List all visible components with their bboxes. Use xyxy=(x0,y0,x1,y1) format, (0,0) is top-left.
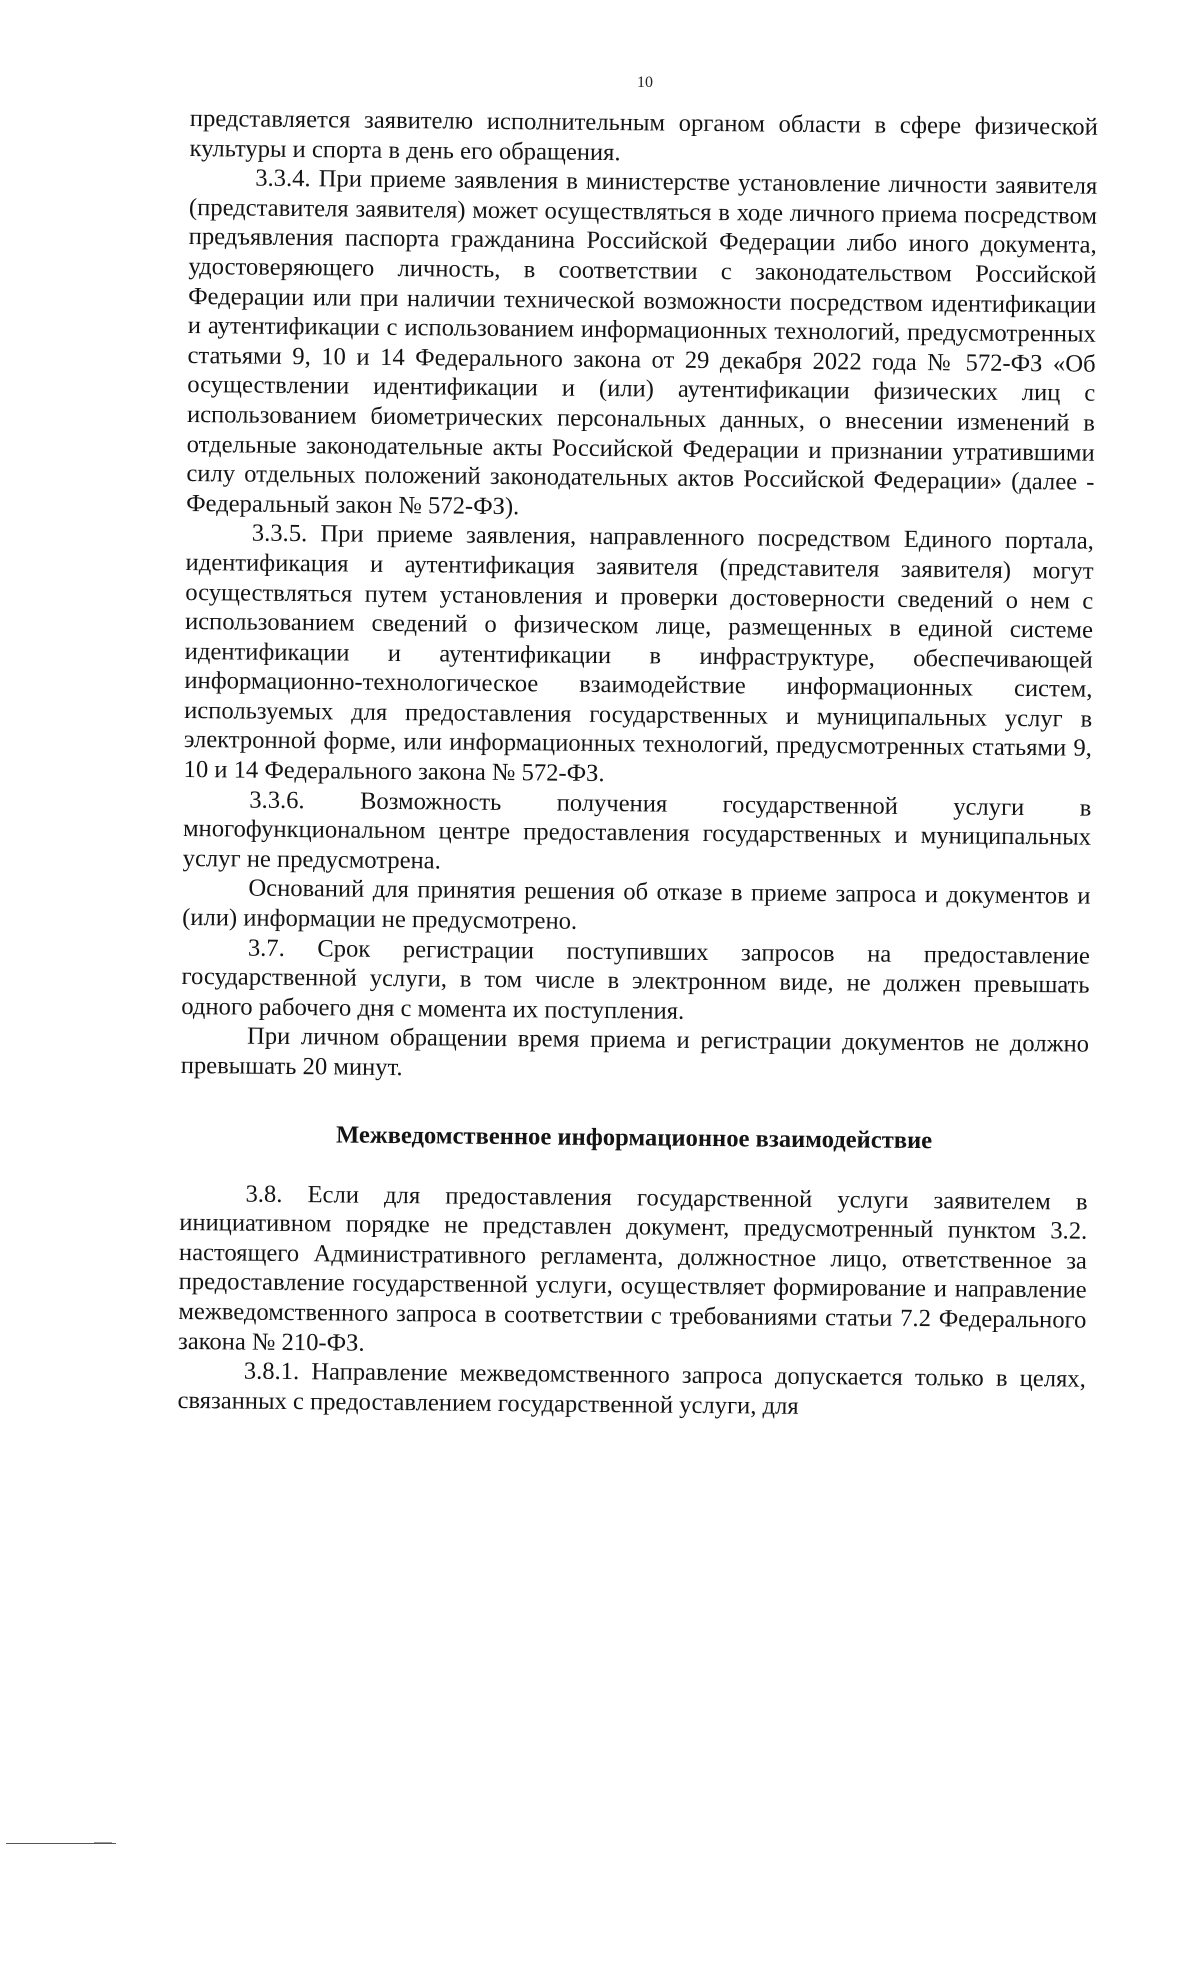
paragraph-personal-visit: При личном обращении время приема и регистрации документов не должно превышать 20 минут. xyxy=(180,1022,1090,1082)
section-heading: Межведомственное информационное взаимодействие xyxy=(335,1121,933,1154)
footnote-rule xyxy=(6,1843,116,1844)
paragraph-3-7: 3.7. Срок регистрации поступивших запросов на предоставление государственной услуги, в том числе в электронном виде, не должен превышать одного рабочего дня с момента их поступления. xyxy=(181,934,1090,1025)
page-number: 10 xyxy=(637,74,653,91)
paragraph-3-3-5: 3.3.5. При приеме заявления, направленного посредством Единого портала, идентификация и аутентификация заявителя (представителя заявителя) могут осуществляться путем установления и проверки достоверности сведений о нем с использованием сведений о физическом лице, размещенных в единой системе идентификации и аутентификации в инфраструктуре, обеспечивающей информационно-технологическое взаимодействие информационных систем, используемых для предоставления государственных и муниципальных услуг в электронной форме, или информационных технологий, предусмотренных статьями 9, 10 и 14 Федерального закона № 572-ФЗ. xyxy=(183,519,1094,788)
paragraph-3-3-4: 3.3.4. При приеме заявления в министерстве установление личности заявителя (представителя заявителя) может осуществляться в ходе личного приема посредством предъявления паспорта гражданина Российской Федерации либо иного документа, удостоверяющего личность, в соответствии с законодательством Российской Федерации или при наличии технической возможности посредством идентификации и аутентификации с использованием информационных технологий, предусмотренных статьями 9, 10 и 14 Федерального закона от 29 декабря 2022 года № 572-ФЗ «Об осуществлении идентификации и (или) аутентификации физических лиц с использованием биометрических персональных данных, о внесении изменений в отдельные законодательные акты Российской Федерации и признании утратившими силу отдельных положений законодательных актов Российской Федерации» (далее - Федеральный закон № 572-ФЗ). xyxy=(186,164,1098,520)
paragraph-3-8-1: 3.8.1. Направление межведомственного запроса допускается только в целях, связанных с предоставлением государственной услуги, для xyxy=(177,1357,1086,1420)
paragraph-3-8: 3.8. Если для предоставления государственной услуги заявителем в инициативном порядке не представлен документ, предусмотренный пунктом 3.2. настоящего Административного регламента, должностное лицо, ответственное за предоставление государственной услуги, осуществляет формирование и направление межведомственного запроса в соответствии с требованиями статьи 7.2 Федерального закона № 210-ФЗ. xyxy=(177,1180,1088,1357)
paragraph-continuation: представляется заявителю исполнительным органом области в сфере физической культуры и спорта в день его обращения. xyxy=(189,104,1098,166)
paragraph-no-refusal-grounds: Оснований для принятия решения об отказе в приеме запроса и документов и (или) информации не предусмотрено. xyxy=(182,875,1091,935)
paragraph-3-3-6: 3.3.6. Возможность получения государственной услуги в многофункциональном центре предоставления государственных и муниципальных услуг не предусмотрена. xyxy=(182,786,1092,875)
document-body xyxy=(177,104,1098,1424)
footnote-rule-tail xyxy=(94,1842,112,1843)
